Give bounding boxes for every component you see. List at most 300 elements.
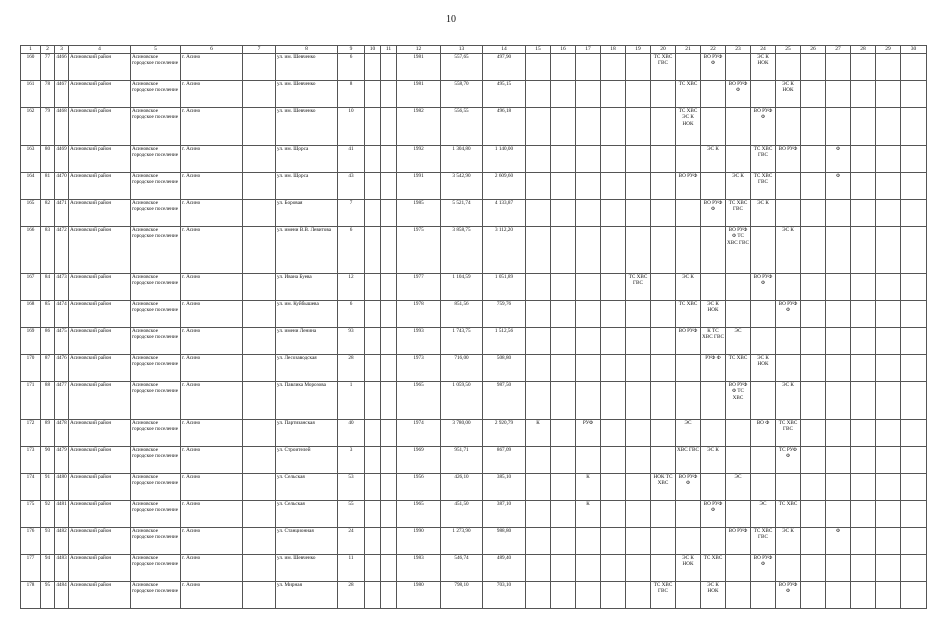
settlement-cell: Асиновское городское поселение (131, 200, 181, 227)
table-row (21, 447, 927, 474)
empty-cell (851, 301, 876, 328)
work-col-20 (651, 528, 676, 555)
work-col-17 (576, 555, 601, 582)
year-cell: 1977 (397, 274, 441, 301)
table-row (21, 108, 927, 146)
work-col-26 (801, 501, 826, 528)
work-col-21: ХВС ГВС (676, 447, 701, 474)
housing-table (20, 45, 927, 609)
street-cell: ул. Партизанская (276, 420, 338, 447)
empty-cell (365, 528, 381, 555)
empty-cell (876, 227, 901, 274)
living-area-cell: 508,80 (483, 355, 526, 382)
empty-cell (901, 355, 927, 382)
table-row (21, 501, 927, 528)
work-col-25 (776, 328, 801, 355)
work-col-25 (776, 54, 801, 81)
work-col-24 (751, 447, 776, 474)
settlement-cell: Асиновское городское поселение (131, 420, 181, 447)
work-col-27 (826, 274, 851, 301)
empty-cell (381, 108, 397, 146)
work-col-16 (551, 301, 576, 328)
work-col-15 (526, 382, 551, 420)
house-number-cell: 53 (338, 474, 365, 501)
work-col-17 (576, 274, 601, 301)
empty-cell (365, 555, 381, 582)
work-col-19: ТС ХВС ГВС (626, 274, 651, 301)
work-col-27 (826, 474, 851, 501)
settlement-cell: Асиновское городское поселение (131, 227, 181, 274)
work-col-22: ТС ХВС (701, 555, 726, 582)
empty-cell (365, 108, 381, 146)
table-row (21, 474, 927, 501)
work-col-25: ЭС К (776, 382, 801, 420)
work-col-18 (601, 108, 626, 146)
work-col-24 (751, 382, 776, 420)
house-number-cell: 28 (338, 355, 365, 382)
column-header: 9 (338, 46, 365, 54)
living-area-cell: 988,80 (483, 528, 526, 555)
living-area-cell: 489,40 (483, 555, 526, 582)
house-number-cell: 24 (338, 528, 365, 555)
table-row (21, 555, 927, 582)
work-col-24 (751, 582, 776, 609)
work-col-23: ЭС К (726, 173, 751, 200)
street-cell: ул. Боровая (276, 200, 338, 227)
city-cell: г. Асино (181, 555, 243, 582)
work-col-15 (526, 501, 551, 528)
year-cell: 1965 (397, 382, 441, 420)
empty-cell (851, 328, 876, 355)
city-cell: г. Асино (181, 301, 243, 328)
work-col-21 (676, 54, 701, 81)
street-cell: ул. им. Шевченко (276, 54, 338, 81)
empty-cell (851, 501, 876, 528)
work-col-15 (526, 328, 551, 355)
empty-cell (365, 447, 381, 474)
table-row (21, 227, 927, 274)
empty-cell (381, 173, 397, 200)
work-col-21: ЭС (676, 420, 701, 447)
empty-cell (381, 420, 397, 447)
work-col-20 (651, 420, 676, 447)
city-cell: г. Асино (181, 200, 243, 227)
settlement-cell: Асиновское городское поселение (131, 54, 181, 81)
district-cell: Асиновский район (69, 108, 131, 146)
work-col-17 (576, 528, 601, 555)
work-col-24 (751, 474, 776, 501)
object-id: 4479 (55, 447, 69, 474)
work-col-19 (626, 447, 651, 474)
work-col-26 (801, 582, 826, 609)
total-area-cell: 426,10 (441, 474, 483, 501)
district-cell: Асиновский район (69, 173, 131, 200)
work-col-16 (551, 355, 576, 382)
serial-number: 88 (41, 382, 55, 420)
settlement-cell: Асиновское городское поселение (131, 582, 181, 609)
object-id: 4474 (55, 301, 69, 328)
work-col-15 (526, 447, 551, 474)
row-number: 174 (21, 474, 41, 501)
work-col-24: ТС ХВС ГВС (751, 146, 776, 173)
total-area-cell: 1 059,50 (441, 382, 483, 420)
work-col-18 (601, 382, 626, 420)
empty-cell (876, 54, 901, 81)
district-cell: Асиновский район (69, 582, 131, 609)
table-row (21, 328, 927, 355)
object-id: 4477 (55, 382, 69, 420)
row-number: 175 (21, 501, 41, 528)
row-number: 160 (21, 54, 41, 81)
work-col-27 (826, 582, 851, 609)
empty-cell (243, 54, 276, 81)
work-col-20 (651, 274, 676, 301)
empty-cell (381, 501, 397, 528)
empty-cell (851, 420, 876, 447)
serial-number: 83 (41, 227, 55, 274)
living-area-cell: 759,76 (483, 301, 526, 328)
work-col-17 (576, 227, 601, 274)
work-col-16 (551, 555, 576, 582)
row-number: 172 (21, 420, 41, 447)
column-header: 14 (483, 46, 526, 54)
work-col-15 (526, 227, 551, 274)
empty-cell (851, 173, 876, 200)
work-col-24: ЭС К НОК (751, 355, 776, 382)
empty-cell (901, 582, 927, 609)
empty-cell (901, 173, 927, 200)
empty-cell (243, 200, 276, 227)
work-col-16 (551, 173, 576, 200)
object-id: 4481 (55, 501, 69, 528)
house-number-cell: 10 (338, 108, 365, 146)
work-col-25 (776, 274, 801, 301)
row-number: 164 (21, 173, 41, 200)
work-col-22 (701, 382, 726, 420)
work-col-26 (801, 173, 826, 200)
empty-cell (243, 501, 276, 528)
empty-cell (243, 274, 276, 301)
empty-cell (243, 555, 276, 582)
work-col-20 (651, 301, 676, 328)
empty-cell (901, 81, 927, 108)
work-col-23: ВО РУФ Ф ТС ХВС ГВС (726, 227, 751, 274)
object-id: 4467 (55, 81, 69, 108)
street-cell: ул. им. Щорса (276, 146, 338, 173)
house-number-cell: 3 (338, 447, 365, 474)
house-number-cell: 12 (338, 274, 365, 301)
column-header: 4 (69, 46, 131, 54)
living-area-cell: 867,09 (483, 447, 526, 474)
work-col-26 (801, 555, 826, 582)
empty-cell (901, 227, 927, 274)
table-body (21, 54, 927, 609)
work-col-20 (651, 501, 676, 528)
work-col-24: ЭС (751, 501, 776, 528)
row-number: 178 (21, 582, 41, 609)
column-header: 28 (851, 46, 876, 54)
serial-number: 81 (41, 173, 55, 200)
work-col-27 (826, 108, 851, 146)
district-cell: Асиновский район (69, 301, 131, 328)
work-col-15 (526, 146, 551, 173)
empty-cell (851, 54, 876, 81)
empty-cell (365, 420, 381, 447)
work-col-21 (676, 146, 701, 173)
column-header: 13 (441, 46, 483, 54)
work-col-17 (576, 173, 601, 200)
city-cell: г. Асино (181, 382, 243, 420)
work-col-15 (526, 200, 551, 227)
work-col-21 (676, 501, 701, 528)
work-col-18 (601, 528, 626, 555)
column-header: 17 (576, 46, 601, 54)
empty-cell (381, 227, 397, 274)
city-cell: г. Асино (181, 54, 243, 81)
work-col-23: ТС ХВС ГВС (726, 200, 751, 227)
work-col-20 (651, 382, 676, 420)
year-cell: 1956 (397, 474, 441, 501)
table-row (21, 301, 927, 328)
empty-cell (365, 227, 381, 274)
house-number-cell: 43 (338, 173, 365, 200)
settlement-cell: Асиновское городское поселение (131, 474, 181, 501)
empty-cell (851, 200, 876, 227)
serial-number: 91 (41, 474, 55, 501)
work-col-22: К ТС ХВС ГВС (701, 328, 726, 355)
work-col-25 (776, 355, 801, 382)
object-id: 4472 (55, 227, 69, 274)
work-col-18 (601, 227, 626, 274)
table-row (21, 146, 927, 173)
living-area-cell: 3 112,20 (483, 227, 526, 274)
serial-number: 77 (41, 54, 55, 81)
serial-number: 95 (41, 582, 55, 609)
table-row (21, 582, 927, 609)
work-col-20 (651, 227, 676, 274)
work-col-18 (601, 54, 626, 81)
work-col-15 (526, 274, 551, 301)
column-header: 30 (901, 46, 927, 54)
work-col-22 (701, 474, 726, 501)
year-cell: 1969 (397, 447, 441, 474)
work-col-17 (576, 54, 601, 81)
column-header: 23 (726, 46, 751, 54)
house-number-cell: 1 (338, 382, 365, 420)
work-col-23 (726, 555, 751, 582)
work-col-20: НОК ТС ХВС (651, 474, 676, 501)
column-header: 10 (365, 46, 381, 54)
work-col-23 (726, 301, 751, 328)
work-col-17 (576, 301, 601, 328)
empty-cell (381, 555, 397, 582)
work-col-15 (526, 54, 551, 81)
work-col-21: ВО РУФ Ф (676, 474, 701, 501)
empty-cell (381, 81, 397, 108)
district-cell: Асиновский район (69, 474, 131, 501)
total-area-cell: 798,10 (441, 582, 483, 609)
work-col-17 (576, 108, 601, 146)
column-header: 29 (876, 46, 901, 54)
work-col-25 (776, 555, 801, 582)
work-col-18 (601, 200, 626, 227)
work-col-19 (626, 555, 651, 582)
empty-cell (365, 501, 381, 528)
column-header: 21 (676, 46, 701, 54)
empty-cell (901, 420, 927, 447)
column-header: 19 (626, 46, 651, 54)
year-cell: 1990 (397, 528, 441, 555)
work-col-26 (801, 227, 826, 274)
settlement-cell: Асиновское городское поселение (131, 528, 181, 555)
year-cell: 1985 (397, 200, 441, 227)
column-header: 3 (55, 46, 69, 54)
empty-cell (365, 582, 381, 609)
empty-cell (901, 528, 927, 555)
work-col-27: Ф (826, 173, 851, 200)
row-number: 167 (21, 274, 41, 301)
work-col-18 (601, 555, 626, 582)
work-col-16 (551, 274, 576, 301)
work-col-23: ВО РУФ Ф ТС ХВС (726, 382, 751, 420)
total-area-cell: 1 304,80 (441, 146, 483, 173)
work-col-21: ЭС К (676, 274, 701, 301)
work-col-21 (676, 355, 701, 382)
work-col-26 (801, 355, 826, 382)
row-number: 170 (21, 355, 41, 382)
work-col-16 (551, 146, 576, 173)
year-cell: 1973 (397, 355, 441, 382)
settlement-cell: Асиновское городское поселение (131, 447, 181, 474)
work-col-27 (826, 227, 851, 274)
city-cell: г. Асино (181, 474, 243, 501)
object-id: 4483 (55, 555, 69, 582)
house-number-cell: 7 (338, 200, 365, 227)
work-col-26 (801, 108, 826, 146)
table-row (21, 274, 927, 301)
settlement-cell: Асиновское городское поселение (131, 501, 181, 528)
empty-cell (381, 54, 397, 81)
work-col-18 (601, 301, 626, 328)
street-cell: ул. им. Куйбышева (276, 301, 338, 328)
work-col-22: ЭС К (701, 146, 726, 173)
work-col-19 (626, 355, 651, 382)
settlement-cell: Асиновское городское поселение (131, 301, 181, 328)
serial-number: 80 (41, 146, 55, 173)
work-col-21: ВО РУФ (676, 173, 701, 200)
work-col-27 (826, 328, 851, 355)
work-col-27 (826, 54, 851, 81)
work-col-17 (576, 200, 601, 227)
work-col-16 (551, 447, 576, 474)
total-area-cell: 3 780,00 (441, 420, 483, 447)
empty-cell (901, 328, 927, 355)
work-col-21: ВО РУФ (676, 328, 701, 355)
empty-cell (851, 474, 876, 501)
work-col-18 (601, 328, 626, 355)
year-cell: 1974 (397, 420, 441, 447)
work-col-24: ВО РУФ Ф (751, 274, 776, 301)
work-col-27 (826, 355, 851, 382)
column-header: 24 (751, 46, 776, 54)
serial-number: 78 (41, 81, 55, 108)
empty-cell (381, 328, 397, 355)
work-col-18 (601, 474, 626, 501)
work-col-20 (651, 81, 676, 108)
work-col-17 (576, 81, 601, 108)
row-number: 173 (21, 447, 41, 474)
empty-cell (381, 382, 397, 420)
object-id: 4473 (55, 274, 69, 301)
work-col-22: РУФ Ф (701, 355, 726, 382)
work-col-16 (551, 227, 576, 274)
work-col-18 (601, 146, 626, 173)
empty-cell (243, 227, 276, 274)
empty-cell (851, 227, 876, 274)
work-col-17 (576, 328, 601, 355)
street-cell: ул. им. Шевченко (276, 108, 338, 146)
district-cell: Асиновский район (69, 355, 131, 382)
work-col-15 (526, 555, 551, 582)
work-col-21: ЭС К НОК (676, 555, 701, 582)
empty-cell (876, 274, 901, 301)
work-col-27 (826, 420, 851, 447)
living-area-cell: 703,10 (483, 582, 526, 609)
serial-number: 82 (41, 200, 55, 227)
work-col-21 (676, 528, 701, 555)
serial-number: 89 (41, 420, 55, 447)
work-col-18 (601, 582, 626, 609)
empty-cell (243, 301, 276, 328)
work-col-19 (626, 200, 651, 227)
work-col-22: ВО РУФ Ф (701, 54, 726, 81)
work-col-19 (626, 173, 651, 200)
city-cell: г. Асино (181, 582, 243, 609)
empty-cell (381, 582, 397, 609)
work-col-18 (601, 420, 626, 447)
street-cell: ул. Павлика Морозова (276, 382, 338, 420)
serial-number: 84 (41, 274, 55, 301)
district-cell: Асиновский район (69, 555, 131, 582)
work-col-24: ТС ХВС ГВС (751, 528, 776, 555)
empty-cell (876, 173, 901, 200)
serial-number: 92 (41, 501, 55, 528)
work-col-16 (551, 420, 576, 447)
work-col-17 (576, 146, 601, 173)
work-col-25: ВО РУФ Ф (776, 301, 801, 328)
column-header: 6 (181, 46, 243, 54)
city-cell: г. Асино (181, 420, 243, 447)
empty-cell (381, 146, 397, 173)
living-area-cell: 495,15 (483, 81, 526, 108)
work-col-19 (626, 328, 651, 355)
work-col-19 (626, 108, 651, 146)
street-cell: ул. имени В.В. Левитова (276, 227, 338, 274)
empty-cell (365, 173, 381, 200)
work-col-23: ЭС (726, 328, 751, 355)
column-header: 8 (276, 46, 338, 54)
district-cell: Асиновский район (69, 382, 131, 420)
table-row (21, 420, 927, 447)
empty-cell (365, 54, 381, 81)
district-cell: Асиновский район (69, 146, 131, 173)
work-col-19 (626, 474, 651, 501)
work-col-26 (801, 301, 826, 328)
work-col-20 (651, 447, 676, 474)
column-header: 20 (651, 46, 676, 54)
work-col-18 (601, 81, 626, 108)
work-col-24: ЭС К НОК (751, 54, 776, 81)
